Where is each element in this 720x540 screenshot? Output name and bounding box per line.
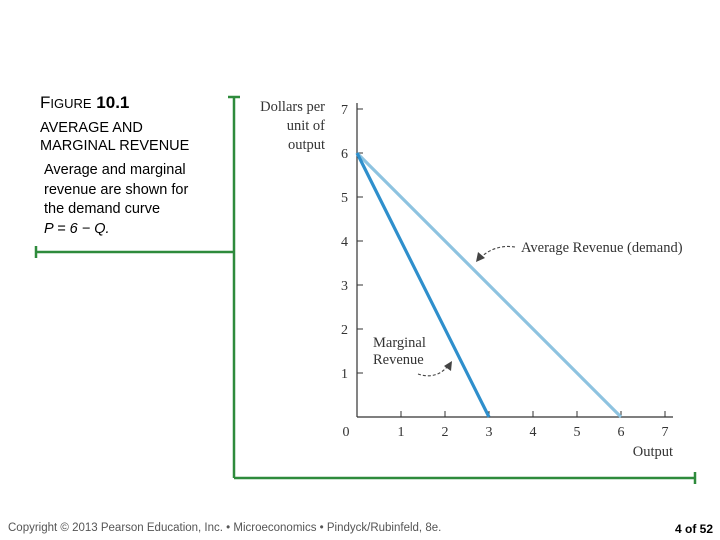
marginal-revenue-line [357, 153, 489, 417]
description-line: Average and marginal [44, 162, 186, 178]
average-revenue-line [357, 153, 621, 417]
x-tick-label: 2 [441, 425, 449, 440]
figure-label-rest: IGURE [50, 96, 92, 111]
y-axis-label-line: Dollars per [260, 99, 325, 115]
marginal-revenue-annotation: Marginal [373, 335, 426, 351]
marginal-revenue-annotation: Revenue [373, 352, 424, 368]
y-tick-label: 4 [341, 235, 348, 250]
y-tick-label: 3 [341, 279, 348, 294]
figure-subtitle-line: MARGINAL REVENUE [40, 138, 190, 154]
average-revenue-annotation: Average Revenue (demand) [521, 240, 683, 256]
x-tick-label: 0 [342, 425, 350, 440]
average-revenue-pointer [480, 246, 515, 258]
x-tick-label: 1 [397, 425, 405, 440]
y-axis-label-line: output [287, 137, 325, 153]
page-number: 4 of 52 [674, 522, 713, 536]
figure-subtitle-line: AVERAGE AND [40, 120, 143, 136]
figure-number: 10.1 [96, 93, 130, 112]
y-tick-label: 5 [341, 191, 348, 206]
description-line: the demand curve [44, 201, 161, 217]
copyright-footer: Copyright © 2013 Pearson Education, Inc. • Microeconomics • Pindyck/Rubinfeld, 8e. [8, 522, 442, 534]
x-tick-label: 7 [661, 425, 669, 440]
y-tick-label: 7 [341, 103, 348, 118]
x-tick-label: 5 [573, 425, 581, 440]
x-tick-label: 4 [529, 425, 537, 440]
x-tick-label: 6 [617, 425, 625, 440]
demand-equation: P = 6 − Q. [44, 220, 110, 237]
y-tick-label: 1 [341, 367, 348, 382]
marginal-revenue-arrowhead [444, 361, 452, 371]
average-revenue-arrowhead [476, 252, 485, 262]
figure-label-initial: F [40, 93, 51, 112]
y-tick-label: 6 [341, 147, 348, 162]
y-axis-label-line: unit of [286, 118, 325, 134]
x-tick-label: 3 [485, 425, 493, 440]
y-tick-label: 2 [341, 323, 348, 338]
x-axis-label: Output [632, 444, 673, 460]
description-line: revenue are shown for [44, 181, 189, 198]
